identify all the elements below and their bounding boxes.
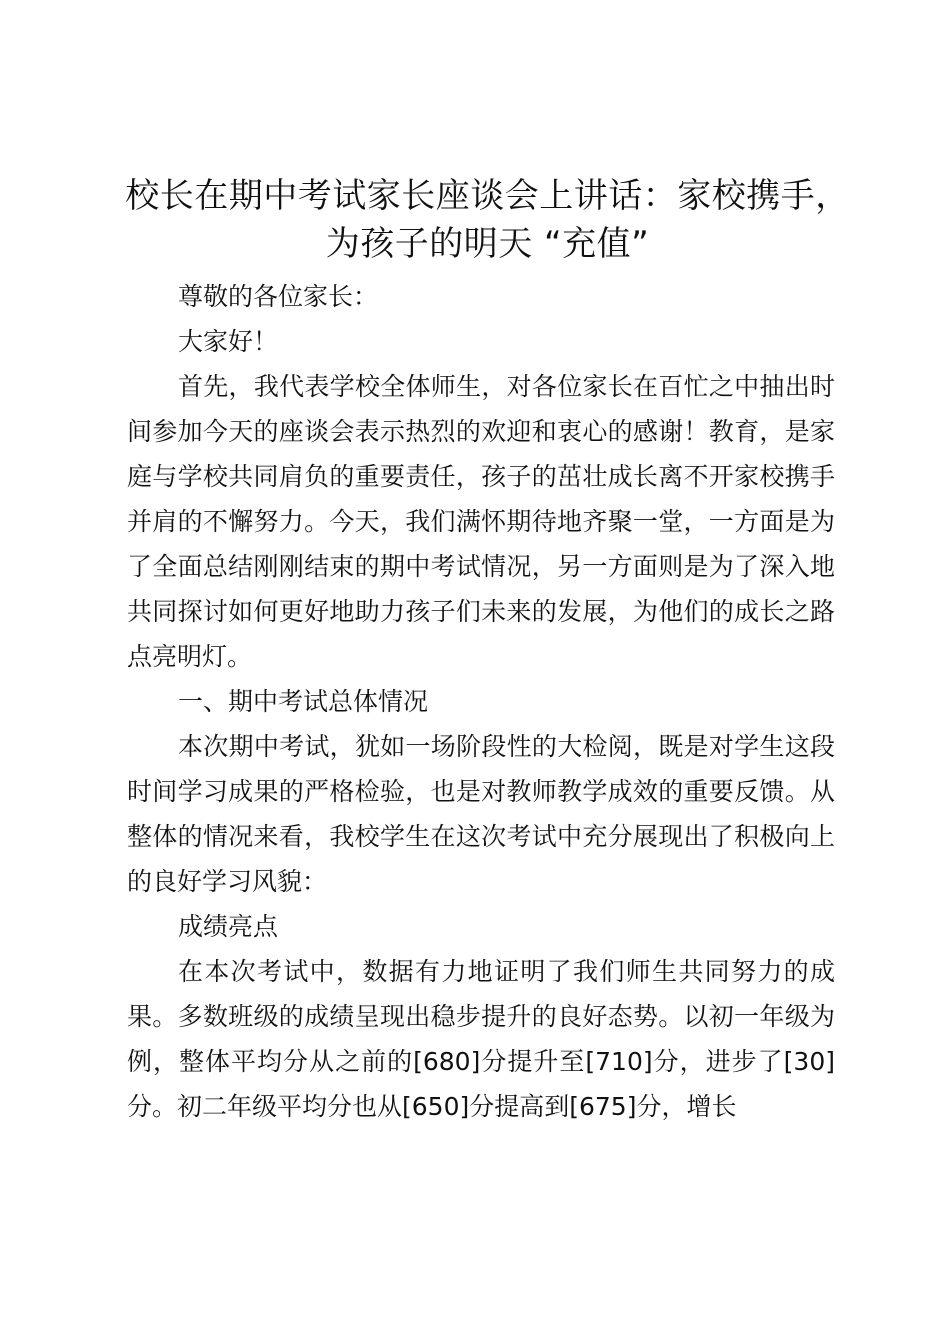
- section-heading-1: 一、期中考试总体情况: [178, 687, 429, 716]
- title-line-2: 为孩子的明天 “充值”: [325, 224, 650, 264]
- opening-paragraph: 首先，我代表学校全体师生，对各位家长在百忙之中抽出时间参加今天的座谈会表示热烈的欢迎和衷心的感谢！教育，是家庭与学校共同肩负的重要责任，孩子的茁壮成长离不开家校携手并肩的不懈努力。今天，我们满怀期待地齐聚一堂，一方面是为了全面总结刚刚结束的期中考试情况，另一方面则是为了深入地共同探讨如何更好地助力孩子们未来的发展，为他们的成长之路点亮明灯。: [127, 372, 835, 671]
- document-title: [100, 172, 875, 268]
- title-line-1: 校长在期中考试家长座谈会上讲话：家校携手，: [125, 176, 850, 216]
- document-body: [127, 274, 835, 1129]
- salutation: 尊敬的各位家长：: [178, 282, 379, 311]
- highlights-paragraph: 在本次考试中，数据有力地证明了我们师生共同努力的成果。多数班级的成绩呈现出稳步提升的良好态势。以初一年级为例，整体平均分从之前的[680]分提升至[710]分，进步了[30]分。初二年级平均分也从[650]分提高到[675]分，增长: [127, 957, 835, 1121]
- overview-paragraph: 本次期中考试，犹如一场阶段性的大检阅，既是对学生这段时间学习成果的严格检验，也是对教师教学成效的重要反馈。从整体的情况来看，我校学生在这次考试中充分展现出了积极向上的良好学习风貌：: [127, 732, 835, 896]
- subheading-highlights: 成绩亮点: [178, 912, 279, 941]
- greeting: 大家好！: [178, 327, 279, 356]
